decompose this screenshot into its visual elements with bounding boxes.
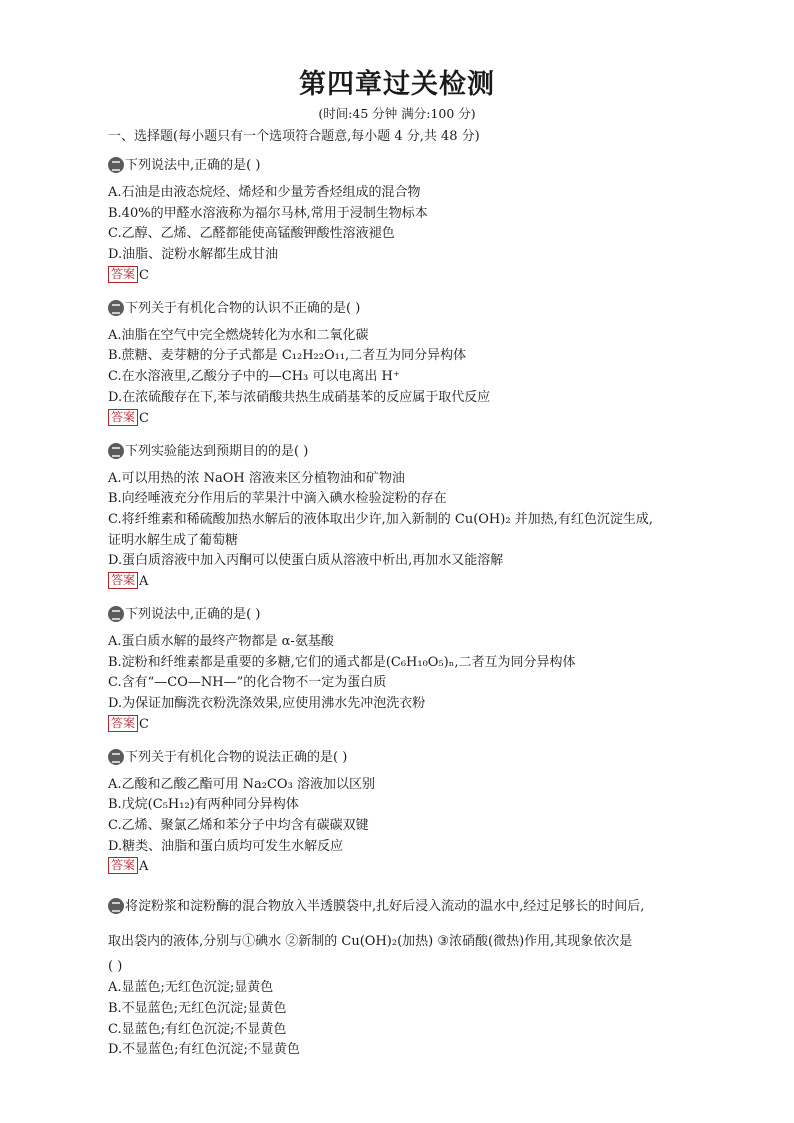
option-c-continued: 证明水解生成了葡萄糖 bbox=[108, 532, 239, 548]
answer-badge: 答案 bbox=[108, 409, 138, 426]
question-stem: 下列说法中,正确的是( ) bbox=[108, 157, 694, 175]
answer-value: A bbox=[139, 859, 149, 875]
option-a: A.石油是由液态烷烃、烯烃和少量芳香烃组成的混合物 bbox=[108, 185, 421, 200]
question-stem-line-3: ( ) bbox=[108, 959, 123, 975]
option-b: B.戊烷(C₅H₁₂)有两种同分异构体 bbox=[108, 797, 299, 813]
answer-value: C bbox=[139, 267, 149, 283]
question-stem: 下列关于有机化合物的认识不正确的是( ) bbox=[108, 300, 694, 318]
answer-row bbox=[108, 266, 694, 286]
question-marker-icon bbox=[108, 898, 124, 914]
answer-row bbox=[108, 715, 694, 735]
question-marker-icon bbox=[108, 606, 124, 622]
question-stem-line-2: 取出袋内的液体,分别与①碘水 ②新制的 Cu(OH)₂(加热) ③浓硝酸(微热)作用,其现象依次是 bbox=[108, 934, 633, 950]
question-4 bbox=[108, 606, 694, 735]
option-b: B.向经唾液充分作用后的苹果汁中滴入碘水检验淀粉的存在 bbox=[108, 491, 447, 507]
exam-info: (时间:45 分钟 满分:100 分) bbox=[318, 106, 476, 121]
question-6 bbox=[108, 891, 694, 1060]
option-d: D.在浓硫酸存在下,苯与浓硝酸共热生成硝基苯的反应属于取代反应 bbox=[108, 389, 491, 405]
option-c: C.将纤维素和稀硫酸加热水解后的液体取出少许,加入新制的 Cu(OH)₂ 并加热,有红色沉淀生成, bbox=[108, 511, 653, 527]
question-3 bbox=[108, 443, 694, 592]
option-a: A.油脂在空气中完全燃烧转化为水和二氧化碳 bbox=[108, 327, 369, 343]
page-title: 第四章过关检测 bbox=[299, 69, 495, 100]
answer-badge: 答案 bbox=[108, 572, 138, 589]
option-b: B.淀粉和纤维素都是重要的多糖,它们的通式都是(C₆H₁₀O₅)ₙ,二者互为同分异构体 bbox=[108, 654, 576, 670]
option-b: B.不显蓝色;无红色沉淀;显黄色 bbox=[108, 1000, 287, 1016]
question-list bbox=[108, 149, 694, 1061]
question-marker-icon bbox=[108, 443, 124, 459]
answer-value: C bbox=[139, 410, 149, 426]
answer-value: A bbox=[139, 573, 149, 589]
answer-badge: 答案 bbox=[108, 715, 138, 732]
answer-row bbox=[108, 857, 694, 877]
answer-row bbox=[108, 409, 694, 429]
option-c: C.乙醇、乙烯、乙醛都能使高锰酸钾酸性溶液褪色 bbox=[108, 226, 395, 242]
question-1 bbox=[108, 157, 694, 286]
option-a: A.乙酸和乙酸乙酯可用 Na₂CO₃ 溶液加以区别 bbox=[108, 776, 375, 792]
option-b: B.40%的甲醛水溶液称为福尔马林,常用于浸制生物标本 bbox=[108, 205, 428, 221]
section-heading: 一、选择题(每小题只有一个选项符合题意,每小题 4 分,共 48 分) bbox=[108, 129, 480, 144]
option-c: C.在水溶液里,乙酸分子中的—CH₃ 可以电离出 H⁺ bbox=[108, 369, 400, 385]
question-2 bbox=[108, 300, 694, 429]
option-a: A.可以用热的浓 NaOH 溶液来区分植物油和矿物油 bbox=[108, 470, 405, 486]
option-c: C.含有“—CO—NH—”的化合物不一定为蛋白质 bbox=[108, 675, 387, 691]
question-marker-icon bbox=[108, 300, 124, 316]
answer-value: C bbox=[139, 716, 149, 732]
option-d: D.为保证加酶洗衣粉洗涤效果,应使用沸水先冲泡洗衣粉 bbox=[108, 696, 426, 711]
question-marker-icon bbox=[108, 157, 124, 173]
answer-badge: 答案 bbox=[108, 266, 138, 283]
option-d: D.油脂、淀粉水解都生成甘油 bbox=[108, 247, 279, 263]
question-stem: 下列实验能达到预期目的的是( ) bbox=[108, 443, 694, 461]
option-a: A.显蓝色;无红色沉淀;显黄色 bbox=[108, 980, 274, 996]
question-stem: 将淀粉浆和淀粉酶的混合物放入半透膜袋中,扎好后浸入流动的温水中,经过足够长的时间后, bbox=[108, 891, 694, 922]
answer-badge: 答案 bbox=[108, 857, 138, 874]
question-stem: 下列关于有机化合物的说法正确的是( ) bbox=[108, 749, 694, 767]
option-b: B.蔗糖、麦芽糖的分子式都是 C₁₂H₂₂O₁₁,二者互为同分异构体 bbox=[108, 348, 467, 364]
question-5 bbox=[108, 749, 694, 878]
question-stem: 下列说法中,正确的是( ) bbox=[108, 606, 694, 624]
question-marker-icon bbox=[108, 749, 124, 765]
option-d: D.糖类、油脂和蛋白质均可发生水解反应 bbox=[108, 838, 344, 854]
option-a: A.蛋白质水解的最终产物都是 α-氨基酸 bbox=[108, 633, 334, 649]
option-d: D.蛋白质溶液中加入丙酮可以使蛋白质从溶液中析出,再加水又能溶解 bbox=[108, 553, 504, 569]
option-d: D.不显蓝色;有红色沉淀;不显黄色 bbox=[108, 1042, 300, 1058]
answer-row bbox=[108, 572, 694, 592]
option-c: C.显蓝色;有红色沉淀;不显黄色 bbox=[108, 1021, 287, 1037]
option-c: C.乙烯、聚氯乙烯和苯分子中均含有碳碳双键 bbox=[108, 818, 369, 834]
